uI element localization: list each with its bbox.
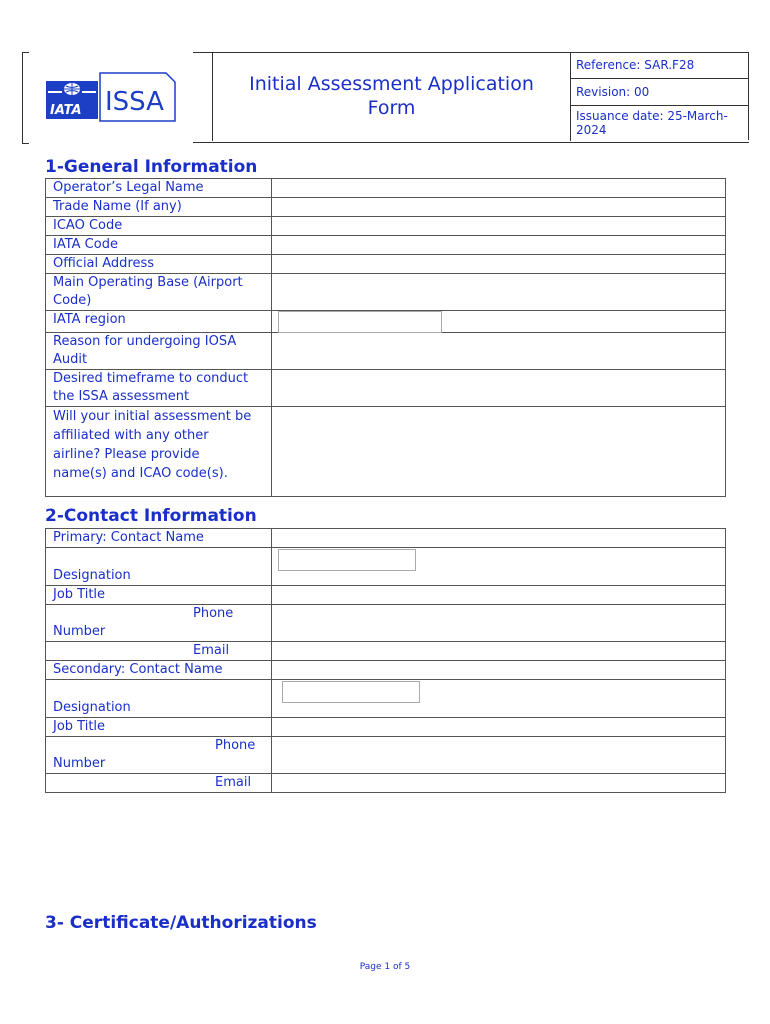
- issuance-date: Issuance date: 25-March- 2024: [576, 109, 728, 137]
- field-official-address[interactable]: [272, 255, 726, 274]
- label-main-base: Main Operating Base (Airport Code): [46, 274, 272, 311]
- general-info-table: [45, 178, 726, 497]
- label-primary-email: Email: [46, 642, 272, 661]
- logo-iata-text: IATA: [50, 103, 82, 118]
- field-trade-name[interactable]: [272, 198, 726, 217]
- field-secondary-contact-name[interactable]: [272, 661, 726, 680]
- label-secondary-contact-name: Secondary: Contact Name: [46, 661, 272, 680]
- label-secondary-phone: Phone Number: [46, 737, 272, 774]
- section3-heading: 3- Certificate/Authorizations: [45, 913, 317, 933]
- label-timeframe: Desired timeframe to conduct the ISSA assessment: [46, 370, 272, 407]
- page-number: Page 1 of 5: [359, 962, 411, 972]
- iata-region-input[interactable]: [278, 311, 442, 333]
- field-main-base[interactable]: [272, 274, 726, 311]
- label-primary-job-title: Job Title: [46, 586, 272, 605]
- label-trade-name: Trade Name (If any): [46, 198, 272, 217]
- label-secondary-job-title: Job Title: [46, 718, 272, 737]
- label-secondary-email: Email: [46, 774, 272, 793]
- label-iata-region: IATA region: [46, 311, 272, 333]
- field-affiliated[interactable]: [272, 407, 726, 497]
- title-line-2: Form: [367, 97, 416, 119]
- field-primary-job-title[interactable]: [272, 586, 726, 605]
- secondary-designation-input[interactable]: [282, 681, 420, 703]
- title-line-1: Initial Assessment Application: [249, 73, 534, 95]
- field-primary-email[interactable]: [272, 642, 726, 661]
- label-reason: Reason for undergoing IOSA Audit: [46, 333, 272, 370]
- field-secondary-email[interactable]: [272, 774, 726, 793]
- field-primary-phone[interactable]: [272, 605, 726, 642]
- label-primary-contact-name: Primary: Contact Name: [46, 529, 272, 548]
- label-icao-code: ICAO Code: [46, 217, 272, 236]
- header-bracket: [22, 52, 29, 144]
- label-official-address: Official Address: [46, 255, 272, 274]
- label-secondary-designation: Designation: [46, 680, 272, 718]
- label-legal-name: Operator’s Legal Name: [46, 179, 272, 198]
- field-reason[interactable]: [272, 333, 726, 370]
- label-iata-code: IATA Code: [46, 236, 272, 255]
- section2-heading: 2-Contact Information: [45, 506, 257, 526]
- field-secondary-job-title[interactable]: [272, 718, 726, 737]
- field-timeframe[interactable]: [272, 370, 726, 407]
- revision: Revision: 00: [576, 85, 650, 99]
- field-secondary-phone[interactable]: [272, 737, 726, 774]
- iata-issa-logo: [44, 72, 176, 122]
- label-primary-designation: Designation: [46, 548, 272, 586]
- document-meta: [570, 52, 749, 140]
- label-primary-phone: Phone Number: [46, 605, 272, 642]
- page-title: [213, 72, 570, 120]
- field-primary-contact-name[interactable]: [272, 529, 726, 548]
- reference: Reference: SAR.F28: [576, 58, 695, 72]
- field-legal-name[interactable]: [272, 179, 726, 198]
- label-affiliated: Will your initial assessment be affiliated with any other airline? Please provide name(s) and ICAO code(s).: [46, 407, 272, 497]
- field-icao-code[interactable]: [272, 217, 726, 236]
- field-iata-code[interactable]: [272, 236, 726, 255]
- primary-designation-input[interactable]: [278, 549, 416, 571]
- logo-issa-text: ISSA: [105, 87, 164, 117]
- contact-info-table: [45, 528, 726, 793]
- section1-heading: 1-General Information: [45, 157, 258, 177]
